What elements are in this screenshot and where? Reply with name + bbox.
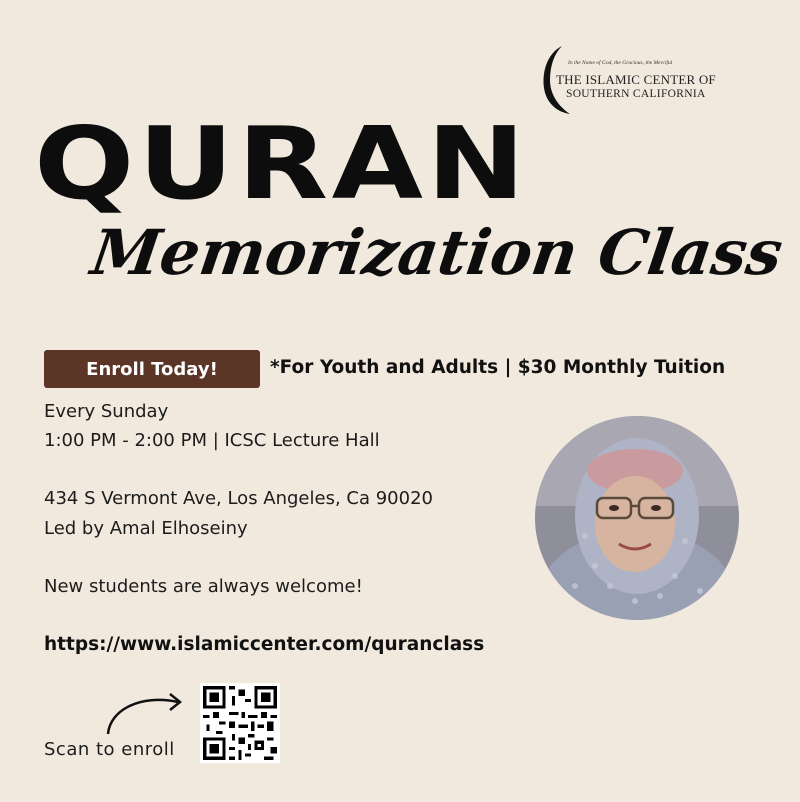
- qr-code[interactable]: [200, 683, 280, 763]
- logo-tagline: In the Name of God, the Gracious, the Merciful: [568, 60, 673, 66]
- logo-line-2: SOUTHERN CALIFORNIA: [566, 88, 706, 100]
- scan-label: Scan to enroll: [44, 739, 175, 760]
- logo-line-1: THE ISLAMIC CENTER OF: [556, 72, 716, 87]
- organization-logo: [540, 44, 716, 114]
- class-url-link[interactable]: https://www.islamiccenter.com/quranclass: [44, 634, 485, 655]
- instructor-photo: [535, 416, 739, 620]
- title-main: QURAN: [34, 105, 529, 222]
- title-script: Memorization Class: [86, 216, 787, 289]
- address: 434 S Vermont Ave, Los Angeles, Ca 90020: [44, 488, 433, 509]
- curved-arrow-icon: [100, 688, 190, 738]
- schedule-day: Every Sunday: [44, 401, 169, 422]
- welcome-text: New students are always welcome!: [44, 576, 363, 597]
- audience-tuition: *For Youth and Adults | $30 Monthly Tuition: [270, 357, 726, 378]
- schedule-time-location: 1:00 PM - 2:00 PM | ICSC Lecture Hall: [44, 430, 380, 451]
- enroll-button[interactable]: Enroll Today!: [44, 350, 260, 388]
- instructor: Led by Amal Elhoseiny: [44, 518, 248, 539]
